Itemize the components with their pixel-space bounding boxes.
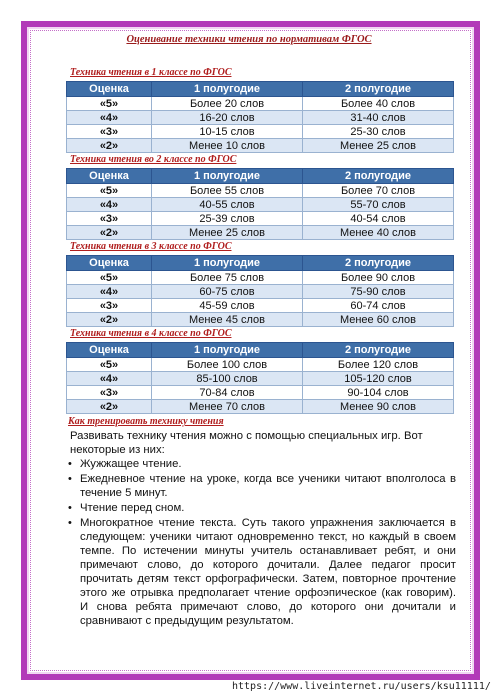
table-header-row: [67, 343, 454, 358]
bullet-icon: •: [68, 517, 72, 529]
grade-cell: «2»: [67, 226, 152, 240]
grade-table: [66, 81, 454, 153]
table-row: [67, 285, 454, 299]
table-row: [67, 212, 454, 226]
word-count-cell: 25-30 слов: [303, 125, 454, 139]
column-header: 2 полугодие: [303, 256, 454, 271]
grade-sections: [36, 67, 462, 414]
grade-cell: «5»: [67, 271, 152, 285]
word-count-cell: 85-100 слов: [152, 372, 303, 386]
grade-table: [66, 255, 454, 327]
list-item-text: Жужжащее чтение.: [80, 458, 182, 470]
column-header: 1 полугодие: [152, 343, 303, 358]
table-row: [67, 271, 454, 285]
grade-cell: «3»: [67, 299, 152, 313]
word-count-cell: Более 40 слов: [303, 97, 454, 111]
list-item: [66, 516, 456, 628]
table-header-row: [67, 169, 454, 184]
column-header: 1 полугодие: [152, 169, 303, 184]
word-count-cell: 16-20 слов: [152, 111, 303, 125]
table-row: [67, 313, 454, 327]
word-count-cell: 31-40 слов: [303, 111, 454, 125]
table-row: [67, 358, 454, 372]
column-header: Оценка: [67, 82, 152, 97]
word-count-cell: 25-39 слов: [152, 212, 303, 226]
table-header-row: [67, 256, 454, 271]
word-count-cell: Менее 70 слов: [152, 400, 303, 414]
list-item-text: Ежедневное чтение на уроке, когда все ученики читают вполголоса в течение 5 минут.: [80, 473, 456, 499]
word-count-cell: 45-59 слов: [152, 299, 303, 313]
word-count-cell: Менее 25 слов: [303, 139, 454, 153]
word-count-cell: Более 20 слов: [152, 97, 303, 111]
word-count-cell: Менее 45 слов: [152, 313, 303, 327]
grade-cell: «3»: [67, 125, 152, 139]
grade-cell: «5»: [67, 97, 152, 111]
word-count-cell: 105-120 слов: [303, 372, 454, 386]
word-count-cell: 60-75 слов: [152, 285, 303, 299]
grade-table: [66, 342, 454, 414]
tips-intro: Развивать технику чтения можно с помощью специальных игр. Вот некоторые из них:: [70, 430, 423, 456]
bullet-icon: •: [68, 502, 72, 514]
section-title: Техника чтения в 1 классе по ФГОС: [70, 67, 232, 78]
table-row: [67, 111, 454, 125]
column-header: 1 полугодие: [152, 82, 303, 97]
grade-table: [66, 168, 454, 240]
word-count-cell: Более 75 слов: [152, 271, 303, 285]
word-count-cell: Более 100 слов: [152, 358, 303, 372]
word-count-cell: Менее 40 слов: [303, 226, 454, 240]
grade-cell: «4»: [67, 111, 152, 125]
grade-cell: «2»: [67, 400, 152, 414]
grade-cell: «4»: [67, 372, 152, 386]
word-count-cell: 55-70 слов: [303, 198, 454, 212]
list-item-text: Многократное чтение текста. Суть такого упражнения заключается в следующем: ученики читают одновременно текст, но каждый в своем темпе. По истечении минуты учитель останавливает ребят, и они примечают слово, до которого дочитали. Далее педагог просит прочитать детям текст орфографически. Затем, повторное прочтение этого же отрывка предполагает чтение орфоэпическое (как говорим). И снова ребята примечают слово, до которого они дочитали и сравнивают с предыдущим результатом.: [80, 517, 456, 627]
document-title: Оценивание техники чтения по нормативам ФГОС: [126, 34, 372, 45]
tips-title: Как тренировать технику чтения: [68, 416, 224, 427]
word-count-cell: 90-104 слов: [303, 386, 454, 400]
table-row: [67, 184, 454, 198]
word-count-cell: Более 70 слов: [303, 184, 454, 198]
table-row: [67, 125, 454, 139]
section-title: Техника чтения во 2 классе по ФГОС: [70, 154, 237, 165]
table-header-row: [67, 82, 454, 97]
grade-cell: «3»: [67, 212, 152, 226]
list-item: [66, 457, 456, 471]
grade-cell: «4»: [67, 198, 152, 212]
column-header: Оценка: [67, 169, 152, 184]
bullet-icon: •: [68, 458, 72, 470]
word-count-cell: Менее 90 слов: [303, 400, 454, 414]
source-url: https://www.liveinternet.ru/users/ksu11111/: [232, 681, 491, 692]
table-row: [67, 299, 454, 313]
section-title: Техника чтения в 4 классе по ФГОС: [70, 328, 232, 339]
word-count-cell: Менее 60 слов: [303, 313, 454, 327]
section-title: Техника чтения в 3 классе по ФГОС: [70, 241, 232, 252]
word-count-cell: Более 55 слов: [152, 184, 303, 198]
grade-cell: «4»: [67, 285, 152, 299]
column-header: Оценка: [67, 256, 152, 271]
table-row: [67, 97, 454, 111]
column-header: 2 полугодие: [303, 82, 454, 97]
table-row: [67, 139, 454, 153]
list-item-text: Чтение перед сном.: [80, 502, 185, 514]
column-header: 1 полугодие: [152, 256, 303, 271]
word-count-cell: Более 120 слов: [303, 358, 454, 372]
word-count-cell: 40-55 слов: [152, 198, 303, 212]
list-item: [66, 472, 456, 500]
word-count-cell: 60-74 слов: [303, 299, 454, 313]
table-row: [67, 372, 454, 386]
tips-list: [66, 457, 456, 628]
grade-cell: «3»: [67, 386, 152, 400]
word-count-cell: 75-90 слов: [303, 285, 454, 299]
tips-section: [66, 416, 456, 628]
word-count-cell: Менее 10 слов: [152, 139, 303, 153]
word-count-cell: 40-54 слов: [303, 212, 454, 226]
table-row: [67, 400, 454, 414]
word-count-cell: 10-15 слов: [152, 125, 303, 139]
list-item: [66, 501, 456, 515]
table-row: [67, 226, 454, 240]
document-content: [36, 34, 462, 629]
grade-cell: «2»: [67, 139, 152, 153]
grade-cell: «2»: [67, 313, 152, 327]
bullet-icon: •: [68, 473, 72, 485]
column-header: 2 полугодие: [303, 169, 454, 184]
word-count-cell: 70-84 слов: [152, 386, 303, 400]
word-count-cell: Более 90 слов: [303, 271, 454, 285]
word-count-cell: Менее 25 слов: [152, 226, 303, 240]
table-row: [67, 386, 454, 400]
table-row: [67, 198, 454, 212]
grade-cell: «5»: [67, 358, 152, 372]
column-header: Оценка: [67, 343, 152, 358]
column-header: 2 полугодие: [303, 343, 454, 358]
grade-cell: «5»: [67, 184, 152, 198]
